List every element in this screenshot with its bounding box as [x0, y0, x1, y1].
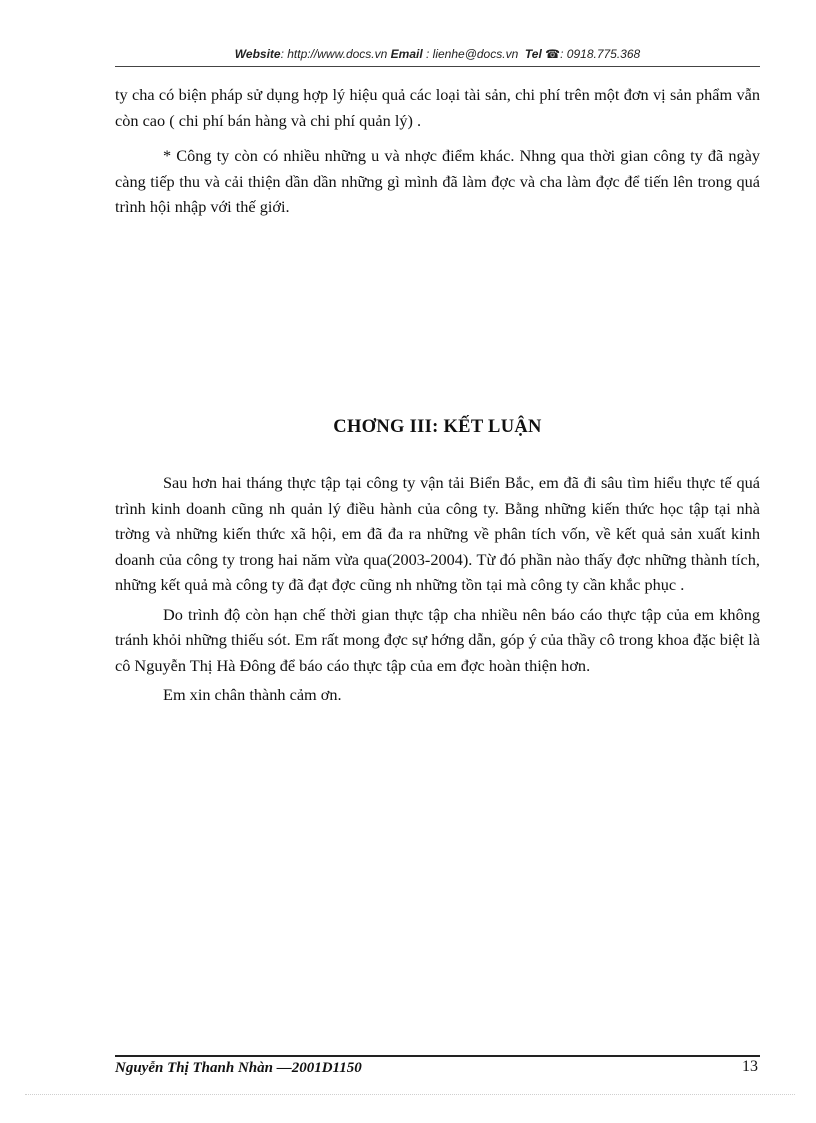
email-address[interactable]: lienhe@docs.vn — [432, 47, 519, 61]
email-sep: : — [422, 47, 433, 61]
body-paragraph-2: * Công ty còn có nhiều những u và nhợc điểm khác. Nhng qua thời gian công ty đã ngày càng tiếp thu và cải thiện dần dần những gì mình đã làm đợc và cha làm đợc để tiến lên trong quá trình hội nhập với thế giới. — [115, 146, 760, 216]
header-divider — [115, 66, 760, 67]
tel-label: Tel — [524, 47, 542, 61]
website-label: Website — [234, 47, 281, 61]
conclusion-paragraph-3: Em xin chân thành cảm ơn. — [163, 685, 342, 704]
conclusion-paragraph-2: Do trình độ còn hạn chế thời gian thực tập cha nhiều nên báo cáo thực tập của em không tránh khỏi những thiếu sót. Em rất mong đợc sự hớng dẫn, góp ý của thầy cô trong khoa đặc biệt là cô Nguyễn Thị Hà Đông để báo cáo thực tập của em đợc hoàn thiện hơn. — [115, 604, 760, 675]
body-section — [115, 82, 760, 220]
tel-number: : 0918.775.368 — [560, 47, 641, 61]
chapter-title: CHƠNG III: KẾT LUẬN — [333, 417, 542, 437]
footer-author: Nguyễn Thị Thanh Nhàn —2001D1150 — [115, 1060, 362, 1076]
conclusion-paragraph-1: Sau hơn hai tháng thực tập tại công ty vận tải Biển Bắc, em đã đi sâu tìm hiểu thực tế quá trình kinh doanh cũng nh quản lý điều hành của công ty. Bằng những kiến thức học tập tại nhà trờng và những kiến thức xã hội, em đã đa ra những về phân tích vốn, về kết quả sản xuất kinh doanh của công ty trong hai năm vừa qua(2003-2004). Từ đó phần nào thấy đợc những thành tích, những kết quả mà công ty đã đạt đợc cũng nh những tồn tại mà công ty cần khắc phục . — [115, 473, 760, 594]
conclusion-section — [115, 470, 760, 712]
page-header — [115, 47, 760, 61]
footer-divider — [115, 1055, 760, 1057]
page-number: 13 — [742, 1058, 758, 1075]
website-sep: : — [280, 47, 288, 61]
website-url[interactable]: http://www.docs.vn — [287, 47, 388, 61]
page-edge-dots — [25, 1094, 795, 1095]
email-label: Email — [390, 47, 423, 61]
phone-icon: ☎ — [545, 47, 561, 61]
body-paragraph-1: ty cha có biện pháp sử dụng hợp lý hiệu quả các loại tài sản, chi phí trên một đơn vị sản phẩm vẫn còn cao ( chi phí bán hàng và chi phí quản lý) . — [115, 85, 760, 130]
